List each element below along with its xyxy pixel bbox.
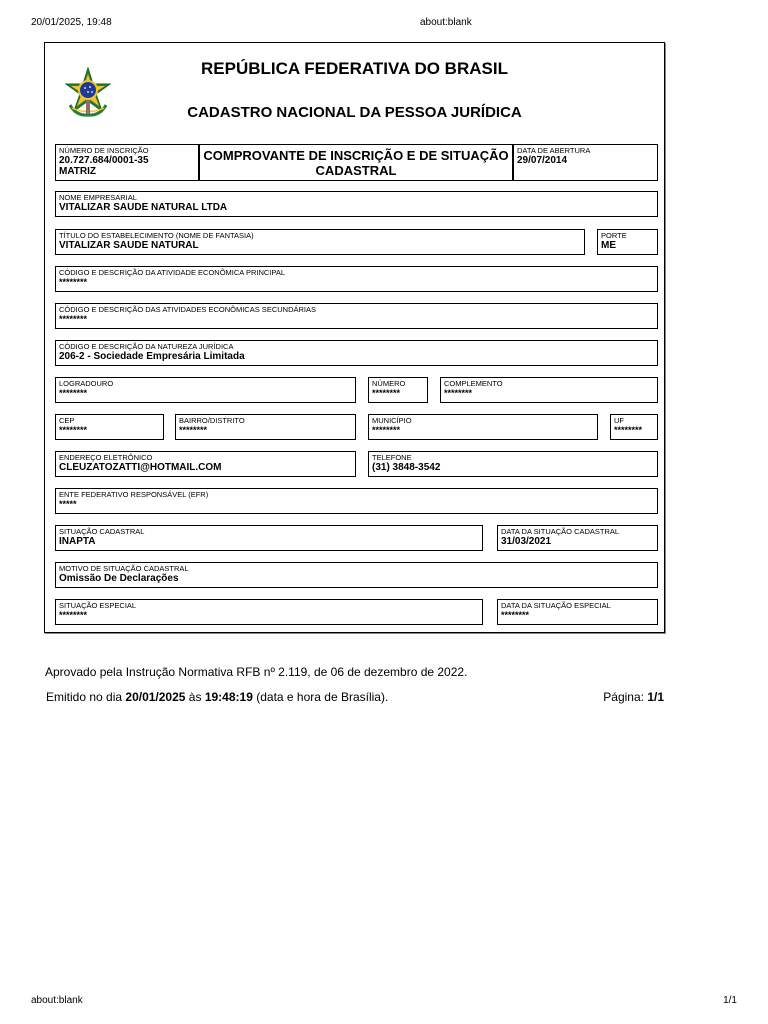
- print-footer-url: about:blank: [31, 995, 83, 1006]
- data-situacao-especial-box: [497, 599, 658, 625]
- telefone-value: (31) 3848-3542: [372, 462, 441, 473]
- nome-empresarial-box: [55, 191, 658, 217]
- situacao-especial-label: SITUAÇÃO ESPECIAL: [59, 601, 137, 610]
- data-situacao-box: [497, 525, 658, 551]
- pagina: [603, 690, 664, 704]
- telefone-label: TELEFONE: [372, 453, 412, 462]
- logradouro-label: LOGRADOURO: [59, 379, 114, 388]
- porte-box: [597, 229, 658, 255]
- municipio-value: ********: [372, 425, 401, 435]
- inscricao-box: [55, 144, 199, 181]
- motivo-box: [55, 562, 658, 588]
- data-situacao-especial-value: ********: [501, 610, 530, 620]
- natureza-value: 206-2 - Sociedade Empresária Limitada: [59, 351, 245, 362]
- inscricao-label: NÚMERO DE INSCRIÇÃO: [59, 146, 149, 155]
- nome-label: NOME EMPRESARIAL: [59, 193, 137, 202]
- numero-box: [368, 377, 428, 403]
- cep-box: [55, 414, 164, 440]
- efr-label: ENTE FEDERATIVO RESPONSÁVEL (EFR): [59, 490, 209, 499]
- emitido-as: às: [188, 690, 202, 704]
- emitido-line: [46, 690, 388, 704]
- atividade-principal-box: [55, 266, 658, 292]
- motivo-value: Omissão De Declarações: [59, 573, 179, 584]
- data-situacao-value: 31/03/2021: [501, 536, 552, 547]
- logradouro-value: ********: [59, 388, 88, 398]
- header-title: REPÚBLICA FEDERATIVA DO BRASIL: [201, 59, 508, 78]
- situacao-box: [55, 525, 483, 551]
- situacao-value: INAPTA: [59, 536, 96, 547]
- document-frame: [44, 42, 665, 633]
- atividades-secundarias-box: [55, 303, 658, 329]
- numero-value: ********: [372, 388, 401, 398]
- bairro-label: BAIRRO/DISTRITO: [179, 416, 245, 425]
- data-situacao-especial-label: DATA DA SITUAÇÃO ESPECIAL: [501, 601, 611, 610]
- uf-value: ********: [614, 425, 643, 435]
- motivo-label: MOTIVO DE SITUAÇÃO CADASTRAL: [59, 564, 189, 573]
- emitido-time: 19:48:19: [204, 690, 253, 704]
- atividade-principal-label: CÓDIGO E DESCRIÇÃO DA ATIVIDADE ECONÔMICA PRINCIPAL: [59, 268, 286, 277]
- pagina-value: 1/1: [647, 690, 664, 704]
- comprovante-title: COMPROVANTE DE INSCRIÇÃO E DE SITUAÇÃO CADASTRAL: [199, 144, 513, 181]
- fantasia-label: TÍTULO DO ESTABELECIMENTO (NOME DE FANTASIA): [59, 231, 254, 240]
- pagina-label: Página:: [603, 690, 644, 704]
- situacao-especial-box: [55, 599, 483, 625]
- bairro-value: ********: [179, 425, 208, 435]
- uf-label: UF: [614, 416, 624, 425]
- complemento-box: [440, 377, 658, 403]
- numero-label: NÚMERO: [372, 379, 406, 388]
- fantasia-value: VITALIZAR SAUDE NATURAL: [59, 240, 199, 251]
- atividade-principal-value: ********: [59, 277, 88, 287]
- porte-value: ME: [601, 240, 616, 251]
- natureza-juridica-box: [55, 340, 658, 366]
- bairro-box: [175, 414, 356, 440]
- natureza-label: CÓDIGO E DESCRIÇÃO DA NATUREZA JURÍDICA: [59, 342, 234, 351]
- logradouro-box: [55, 377, 356, 403]
- fantasia-box: [55, 229, 585, 255]
- cep-label: CEP: [59, 416, 75, 425]
- email-value: CLEUZATOZATTI@HOTMAIL.COM: [59, 462, 222, 473]
- print-page-count: 1/1: [723, 995, 737, 1006]
- inscricao-type: MATRIZ: [59, 166, 97, 177]
- approval-text: Aprovado pela Instrução Normativa RFB nº 2.119, de 06 de dezembro de 2022.: [45, 665, 468, 679]
- print-datetime: 20/01/2025, 19:48: [31, 17, 112, 28]
- telefone-box: [368, 451, 658, 477]
- print-tab-title: about:blank: [420, 17, 472, 28]
- atividades-secundarias-value: ********: [59, 314, 88, 324]
- cep-value: ********: [59, 425, 88, 435]
- porte-label: PORTE: [601, 231, 627, 240]
- emitido-suffix: (data e hora de Brasília).: [256, 690, 389, 704]
- situacao-label: SITUAÇÃO CADASTRAL: [59, 527, 145, 536]
- efr-value: *****: [59, 499, 77, 509]
- abertura-box: [513, 144, 658, 181]
- email-box: [55, 451, 356, 477]
- atividades-secundarias-label: CÓDIGO E DESCRIÇÃO DAS ATIVIDADES ECONÔMICAS SECUNDÁRIAS: [59, 305, 316, 314]
- municipio-box: [368, 414, 598, 440]
- header-subtitle: CADASTRO NACIONAL DA PESSOA JURÍDICA: [187, 104, 522, 121]
- situacao-especial-value: ********: [59, 610, 88, 620]
- nome-value: VITALIZAR SAUDE NATURAL LTDA: [59, 202, 228, 213]
- abertura-value: 29/07/2014: [517, 155, 568, 166]
- efr-box: [55, 488, 658, 514]
- municipio-label: MUNICÍPIO: [372, 416, 412, 425]
- uf-box: [610, 414, 658, 440]
- email-label: ENDEREÇO ELETRÔNICO: [59, 453, 153, 462]
- emitido-prefix: Emitido no dia: [46, 690, 123, 704]
- abertura-label: DATA DE ABERTURA: [517, 146, 591, 155]
- complemento-label: COMPLEMENTO: [444, 379, 503, 388]
- emitido-date: 20/01/2025: [125, 690, 186, 704]
- complemento-value: ********: [444, 388, 473, 398]
- data-situacao-label: DATA DA SITUAÇÃO CADASTRAL: [501, 527, 620, 536]
- inscricao-value: 20.727.684/0001-35: [59, 155, 149, 166]
